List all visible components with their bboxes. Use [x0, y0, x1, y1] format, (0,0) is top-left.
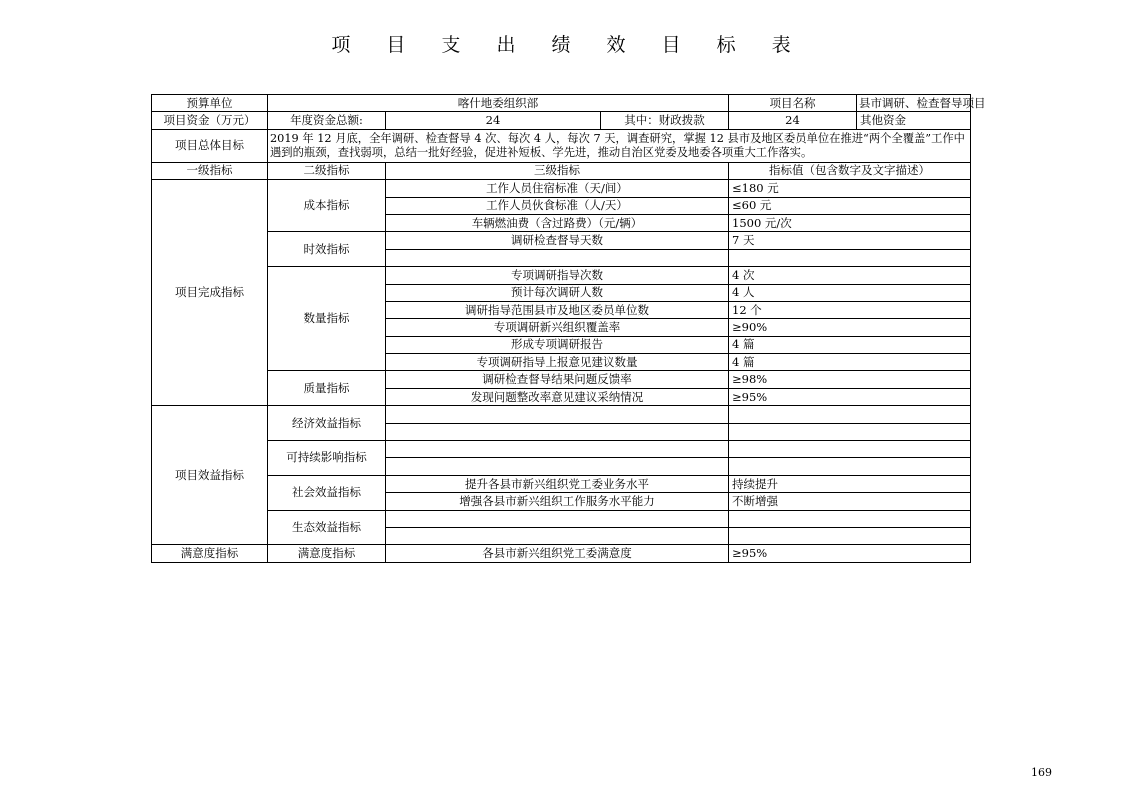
value-cell: 不断增强 [729, 493, 971, 510]
fiscal-label: 其中：财政拨款 [601, 112, 729, 129]
goal-text: 2019 年 12 月底，全年调研、检查督导 4 次、每次 4 人，每次 7 天，调查研究，掌握 12 县市及地区委员单位在推进“两个全覆盖”工作中遇到的瓶颈，查找弱项，总结一批好经验，促进补短板、学先进，推动自治区党委及地委各项重大工作落实。 [268, 129, 971, 162]
indicator-cell: 各县市新兴组织党工委满意度 [386, 545, 729, 562]
value-cell: 4 次 [729, 267, 971, 284]
value-cell: ≥90% [729, 319, 971, 336]
indicator-cell [386, 249, 729, 266]
level2-cost: 成本指标 [268, 180, 386, 232]
value-cell: ≥98% [729, 371, 971, 388]
indicator-cell: 专项调研指导上报意见建议数量 [386, 354, 729, 371]
project-name-label: 项目名称 [729, 95, 857, 112]
indicator-cell: 调研指导范围县市及地区委员单位数 [386, 301, 729, 318]
table-row [152, 545, 971, 562]
indicator-cell: 预计每次调研人数 [386, 284, 729, 301]
value-cell: ≥95% [729, 545, 971, 562]
value-cell: ≤180 元 [729, 180, 971, 197]
goal-row [152, 129, 971, 162]
indicator-cell: 调研检查督导天数 [386, 232, 729, 249]
table-row [152, 180, 971, 197]
annual-total-label: 年度资金总额: [268, 112, 386, 129]
level2-satisfaction: 满意度指标 [268, 545, 386, 562]
indicator-cell [386, 510, 729, 527]
level2-timeliness: 时效指标 [268, 232, 386, 267]
table-row [152, 510, 971, 527]
column-header-row [152, 162, 971, 179]
section-satisfaction: 满意度指标 [152, 545, 268, 562]
col-level1: 一级指标 [152, 162, 268, 179]
indicator-cell: 工作人员住宿标准（天/间） [386, 180, 729, 197]
section-completion: 项目完成指标 [152, 180, 268, 406]
budget-unit-value: 喀什地委组织部 [268, 95, 729, 112]
value-cell: ≥95% [729, 388, 971, 405]
value-cell [729, 527, 971, 544]
value-cell [729, 441, 971, 458]
level2-social: 社会效益指标 [268, 475, 386, 510]
indicator-cell [386, 441, 729, 458]
value-cell: 4 篇 [729, 354, 971, 371]
indicator-cell [386, 527, 729, 544]
annual-total-value: 24 [386, 112, 601, 129]
indicator-cell: 工作人员伙食标准（人/天） [386, 197, 729, 214]
value-cell: 12 个 [729, 301, 971, 318]
col-value: 指标值（包含数字及文字描述） [729, 162, 971, 179]
value-cell [729, 249, 971, 266]
indicator-cell [386, 458, 729, 475]
budget-unit-label: 预算单位 [152, 95, 268, 112]
col-level3: 三级指标 [386, 162, 729, 179]
section-benefit: 项目效益指标 [152, 406, 268, 545]
fiscal-value: 24 [729, 112, 857, 129]
goal-label: 项目总体目标 [152, 129, 268, 162]
indicator-cell: 增强各县市新兴组织工作服务水平能力 [386, 493, 729, 510]
value-cell: 1500 元/次 [729, 214, 971, 231]
project-name-value: 县市调研、检查督导项目 [857, 95, 971, 112]
indicator-cell: 专项调研指导次数 [386, 267, 729, 284]
value-cell: 持续提升 [729, 475, 971, 492]
value-cell: 7 天 [729, 232, 971, 249]
level2-economic: 经济效益指标 [268, 406, 386, 441]
table-row [152, 267, 971, 284]
table-row [152, 232, 971, 249]
page-title: 项 目 支 出 绩 效 目 标 表 [331, 34, 806, 56]
indicator-cell: 专项调研新兴组织覆盖率 [386, 319, 729, 336]
indicator-cell: 发现问题整改率意见建议采纳情况 [386, 388, 729, 405]
value-cell [729, 510, 971, 527]
value-cell [729, 423, 971, 440]
table-row [152, 371, 971, 388]
indicator-cell [386, 406, 729, 423]
level2-quantity: 数量指标 [268, 267, 386, 371]
value-cell [729, 406, 971, 423]
indicator-cell: 调研检查督导结果问题反馈率 [386, 371, 729, 388]
value-cell: 4 篇 [729, 336, 971, 353]
indicator-cell: 形成专项调研报告 [386, 336, 729, 353]
funds-row [152, 112, 971, 129]
funds-label: 项目资金（万元） [152, 112, 268, 129]
indicator-cell: 车辆燃油费（含过路费）（元/辆） [386, 214, 729, 231]
level2-quality: 质量指标 [268, 371, 386, 406]
col-level2: 二级指标 [268, 162, 386, 179]
other-funds-label: 其他资金 [857, 112, 971, 129]
indicator-cell: 提升各县市新兴组织党工委业务水平 [386, 475, 729, 492]
page-number: 169 [1031, 766, 1052, 779]
table-row [152, 441, 971, 458]
table-row [152, 406, 971, 423]
value-cell: ≤60 元 [729, 197, 971, 214]
value-cell: 4 人 [729, 284, 971, 301]
performance-goal-table [151, 94, 986, 563]
header-row [152, 95, 971, 112]
value-cell [729, 458, 971, 475]
level2-sustainable: 可持续影响指标 [268, 441, 386, 476]
table-row [152, 475, 971, 492]
level2-ecological: 生态效益指标 [268, 510, 386, 545]
indicator-cell [386, 423, 729, 440]
